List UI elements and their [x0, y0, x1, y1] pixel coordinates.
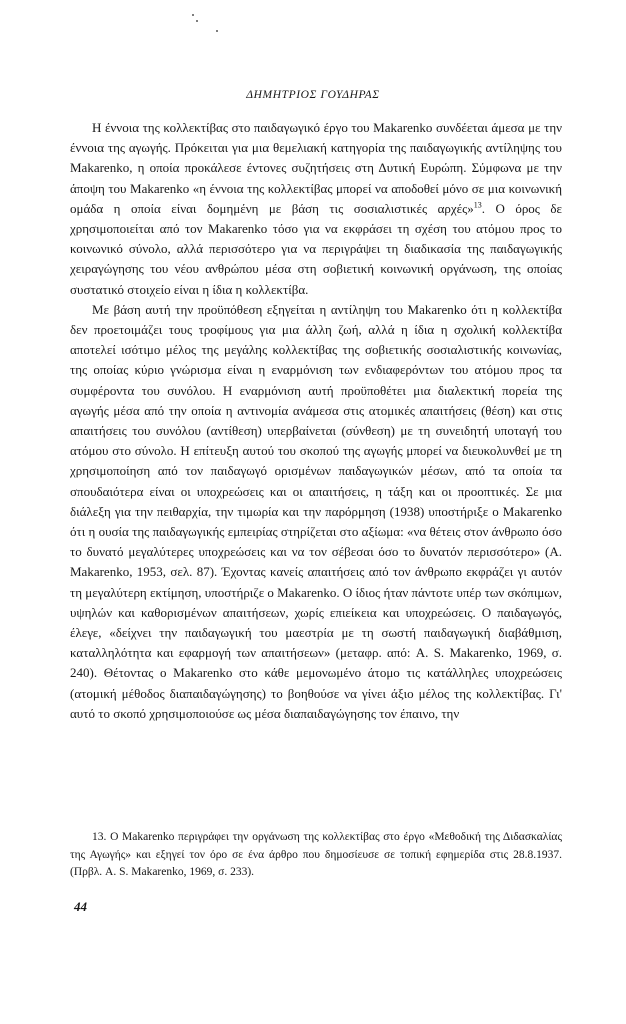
body-text	[70, 118, 562, 724]
scan-speck	[196, 20, 198, 22]
paragraph-2: Με βάση αυτή την προϋπόθεση εξηγείται η αντίληψη του Makarenko ότι η κολλεκτίβα δεν προετοιμάζει τους τροφίμους για μια άλλη ζωή, αλλά η ίδια η σχολική κολλεκτίβα αποτελεί ισότιμο μέλος της μεγάλης κολλεκτίβας της σοβιετικής σοσιαλιστικής κοινωνίας, της οποίας κύριο γνώρισμα είναι η εναρμόνιση των ενδιαφερόντων του ατόμου προς τα συμφέροντα του συνόλου. Η εναρμόνιση αυτή προϋποθέτει μια διαλεκτική πορεία της αγωγής μέσα από την οποία η αντινομία ανάμεσα στις ατομικές απαιτήσεις (θέση) και στις απαιτήσεις του συνόλου (αντίθεση) υπερβαίνεται (σύνθεση) με τη συνειδητή υποταγή του ατόμου στο σύνολο. Η επίτευξη αυτού του σκοπού της αγωγής μπορεί να διευκολυνθεί με τη χρησιμοποίηση από τον παιδαγωγό ορισμένων παιδαγωγικών μέσων, από τα οποία τα σπουδαιότερα είναι οι υποχρεώσεις και οι απαιτήσεις, η τάξη και οι προοπτικές. Σε μια διάλεξη για την πειθαρχία, την τιμωρία και την παρόρμηση (1938) υποστήριξε ο Makarenko ότι η ουσία της παιδαγωγικής εμπειρίας στηρίζεται στο αξίωμα: «να θέτεις στον άνθρωπο όσο το δυνατό μεγαλύτερες υποχρεώσεις και να τον σέβεσαι όσο το δυνατόν περισσότερο» (A. Makarenko, 1953, σελ. 87). Έχοντας κανείς απαιτήσεις από τον άνθρωπο εκφράζει γι αυτόν τη μεγαλύτερη εκτίμηση, υποστήριζε ο Makarenko. Ο ίδιος ήταν πάντοτε υπέρ των σκόπιμων, υψηλών και καθορισμένων απαιτήσεων, χωρίς επιείκεια και υποχρεώσεις. Ο παιδαγωγός, έλεγε, «δείχνει την παιδαγωγική του μαεστρία με τη σωστή παιδαγωγική διαβάθμιση, καταλληλότητα και εφαρμογή των απαιτήσεων» (μεταφρ. από: A. S. Makarenko, 1969, σ. 240). Θέτοντας ο Makarenko στο κάθε μεμονωμένο άτομο τις κατάλληλες υποχρεώσεις (ατομική μέθοδος διαπαιδαγώγησης) το βοηθούσε να γίνει άξιο μέλος της κολλεκτίβας. Γι' αυτό το σκοπό χρησιμοποιούσε ως μέσα διαπαιδαγώγησης τον έπαινο, την	[70, 301, 562, 721]
paragraph-1-part-a: Η έννοια της κολλεκτίβας στο παιδαγωγικό έργο του Makarenko συνδέεται άμεσα με την έννοια της αγωγής. Πρόκειται για μια θεμελιακή κατηγορία της παιδαγωγικής αντίληψης του Makarenko, η οποία προκάλεσε έντονες συζητήσεις στη Δυτική Ευρώπη. Σύμφωνα με την άποψη του Makarenko «η έννοια της κολλεκτίβας μπορεί να αποδοθεί μόνο σε μια κοινωνική ομάδα η οποία είναι δομημένη με βάση τις σοσιαλιστικές αρχές»	[70, 120, 562, 216]
paragraph-1-part-b: . Ο όρος δε χρησιμοποιείται από τον Makarenko τόσο για να εκφράσει τη σχέση του ατόμου προς το κοινωνικό σύνολο, αλλά περισσότερο για να περιγράψει τη διαδικασία της παιδαγωγικής χειραγώγησης του νέου ανθρώπου μέσα στη σοβιετική κοινωνική οργάνωση, της οποίας συστατικό στοιχείο είναι η ίδια η κολλεκτίβα.	[70, 200, 562, 297]
paragraph-1	[70, 118, 562, 300]
footnote-13: 13. Ο Makarenko περιγράφει την οργάνωση της κολλεκτίβας στο έργο «Μεθοδική της Διδασκαλίας της Αγωγής» και εξηγεί τον όρο σε ένα άρθρο που δημοσίευσε σε τοπική εφημερίδα στις 28.8.1937. (Πρβλ. A. S. Makarenko, 1969, σ. 233).	[70, 831, 562, 879]
scan-speck	[192, 14, 194, 16]
scan-speck	[216, 30, 218, 32]
running-header: ΔΗΜΗΤΡΙΟΣ ΓΟΥΔΗΡΑΣ	[246, 89, 380, 101]
page-number: 44	[74, 899, 87, 914]
footnote-reference[interactable]: 13	[473, 200, 482, 210]
